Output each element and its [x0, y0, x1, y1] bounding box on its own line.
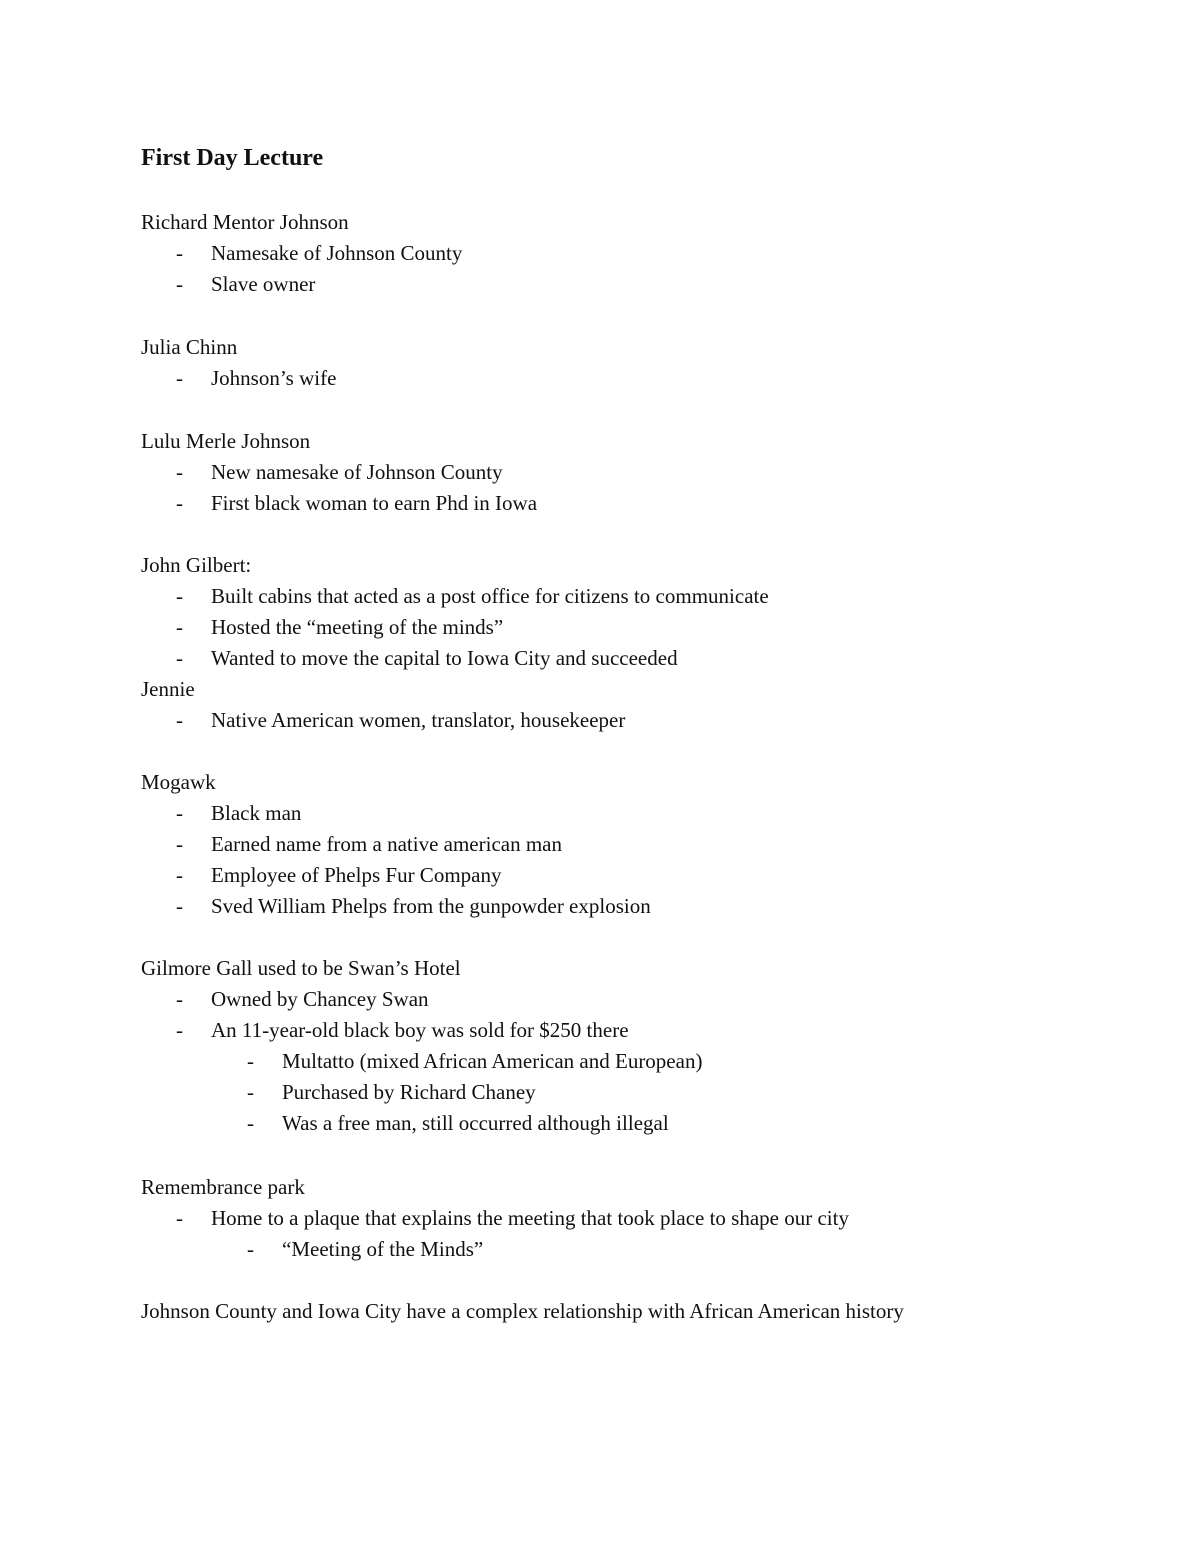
sub-list-item: Was a free man, still occurred although illegal: [282, 1111, 669, 1135]
bullet-dash: -: [247, 1111, 254, 1135]
section-heading: Lulu Merle Johnson: [141, 429, 311, 453]
sub-list-item: “Meeting of the Minds”: [282, 1237, 484, 1261]
bullet-dash: -: [247, 1080, 254, 1104]
list-item: Slave owner: [211, 272, 316, 296]
list-item: Home to a plaque that explains the meeting that took place to shape our city: [211, 1206, 849, 1230]
list-item: First black woman to earn Phd in Iowa: [211, 491, 538, 515]
list-item: Black man: [211, 801, 302, 825]
section-heading: Remembrance park: [141, 1175, 305, 1199]
list-item: Wanted to move the capital to Iowa City and succeeded: [211, 646, 678, 670]
list-item: New namesake of Johnson County: [211, 460, 503, 484]
section-heading: Richard Mentor Johnson: [141, 210, 349, 234]
bullet-dash: -: [176, 646, 183, 670]
page-title: First Day Lecture: [141, 145, 324, 171]
bullet-dash: -: [176, 1206, 183, 1230]
bullet-dash: -: [176, 272, 183, 296]
bullet-dash: -: [176, 584, 183, 608]
list-item: An 11-year-old black boy was sold for $250 there: [211, 1018, 629, 1042]
bullet-dash: -: [247, 1237, 254, 1261]
section-heading: Gilmore Gall used to be Swan’s Hotel: [141, 956, 461, 980]
closing-statement: Johnson County and Iowa City have a complex relationship with African American history: [141, 1299, 904, 1323]
list-item: Native American women, translator, housekeeper: [211, 708, 626, 732]
bullet-dash: -: [176, 894, 183, 918]
list-item: Employee of Phelps Fur Company: [211, 863, 502, 887]
sub-list-item: Purchased by Richard Chaney: [282, 1080, 536, 1104]
bullet-dash: -: [176, 708, 183, 732]
bullet-dash: -: [176, 1018, 183, 1042]
bullet-dash: -: [176, 491, 183, 515]
sub-list-item: Multatto (mixed African American and European): [282, 1049, 703, 1073]
bullet-dash: -: [176, 366, 183, 390]
list-item: Hosted the “meeting of the minds”: [211, 615, 504, 639]
section-heading: Jennie: [141, 677, 195, 701]
section-heading: Julia Chinn: [141, 335, 238, 359]
list-item: Earned name from a native american man: [211, 832, 562, 856]
bullet-dash: -: [176, 987, 183, 1011]
section-heading: John Gilbert:: [141, 553, 252, 577]
bullet-dash: -: [176, 615, 183, 639]
bullet-dash: -: [176, 241, 183, 265]
bullet-dash: -: [176, 801, 183, 825]
bullet-dash: -: [176, 460, 183, 484]
list-item: Owned by Chancey Swan: [211, 987, 429, 1011]
section-heading: Mogawk: [141, 770, 216, 794]
bullet-dash: -: [176, 863, 183, 887]
list-item: Built cabins that acted as a post office for citizens to communicate: [211, 584, 769, 608]
list-item: Sved William Phelps from the gunpowder explosion: [211, 894, 651, 918]
list-item: Johnson’s wife: [211, 366, 337, 390]
list-item: Namesake of Johnson County: [211, 241, 463, 265]
bullet-dash: -: [176, 832, 183, 856]
bullet-dash: -: [247, 1049, 254, 1073]
